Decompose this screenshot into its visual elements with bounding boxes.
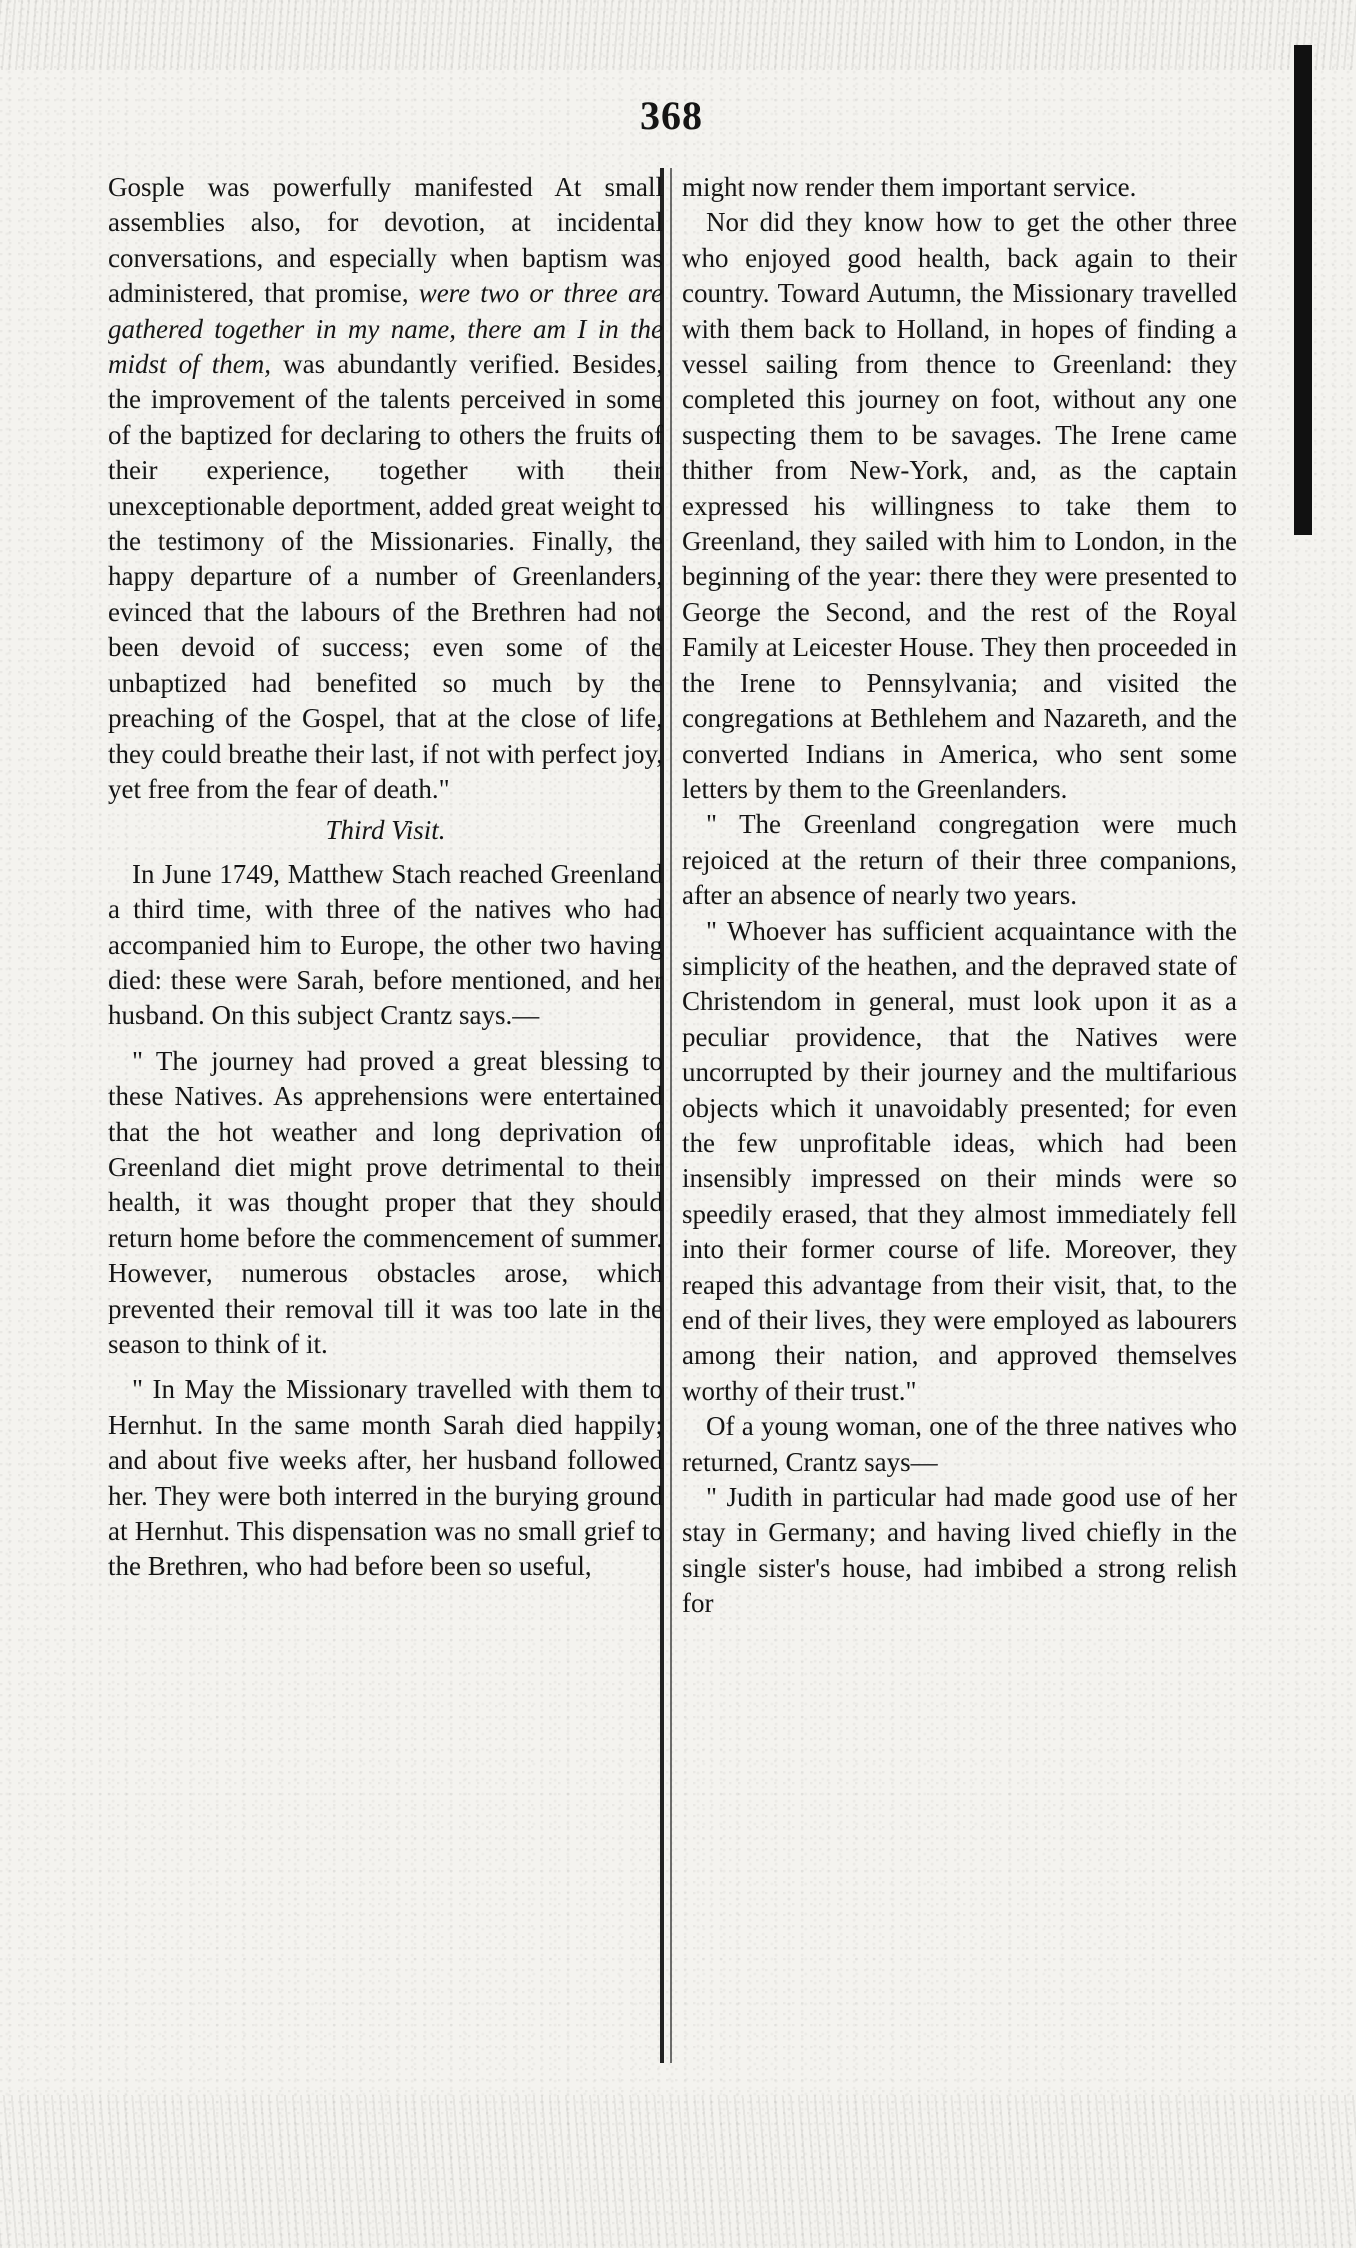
left-paragraph-1-text-b: was abundantly verified. Besides, the improvement of the talents perceived in some of the baptized for declaring to others the fruits of their experience, together with their unexceptionable deportment, added great weight to the testimony of the Missionaries. Finally, the happy departure of a number of Greenlanders, evinced that the labours of the Brethren had not been devoid of success; even some of the unbaptized had benefited so much by the preaching of the Gospel, that at the close of life, they could breathe their last, if not with perfect joy, yet free from the fear of death." (108, 349, 663, 804)
left-paragraph-3: " The journey had proved a great blessing to these Natives. As apprehensions were entertained that the hot weather and long deprivation of Greenland diet might prove detrimental to their health, it was thought proper that they should return home before the commencement of summer. However, numerous obstacles arose, which prevented their removal till it was too late in the season to think of it. (108, 1045, 663, 1359)
left-column (108, 170, 663, 1585)
scan-noise-top (0, 0, 1356, 70)
left-paragraph-4: " In May the Missionary travelled with them to Hernhut. In the same month Sarah died happily; and about five weeks after, her husband followed her. They were both interred in the burying ground at Hernhut. This dispensation was no small grief to the Brethren, who had before been so useful, (108, 1374, 663, 1582)
page-number: 368 (640, 93, 703, 138)
left-paragraph-1-text-a: Gosple was powerfully manifested At small assemblies also, for devotion, at incidental conversations, and especially when baptism was administered, that promise, (108, 172, 663, 309)
right-paragraph-2: Nor did they know how to get the other three who enjoyed good health, back again to their country. Toward Autumn, the Missionary travelled with them back to Holland, in hopes of finding a vessel sailing from thence to Greenland: they completed this journey on foot, without any one suspecting them to be savages. The Irene came thither from New-York, and, as the captain expressed his willingness to take them to Greenland, they sailed with him to London, in the beginning of the year: there they were presented to George the Second, and the rest of the Royal Family at Leicester House. They then proceeded in the Irene to Pennsylvania; and visited the congregations at Bethlehem and Nazareth, and the converted Indians in America, who sent some letters by them to the Greenlanders. (682, 207, 1237, 804)
left-paragraph-1-italic-quote: were two or three are gathered together in my name, there am I in the midst of them, (108, 278, 663, 380)
right-paragraph-4: " Whoever has sufficient acquaintance with the simplicity of the heathen, and the depraved state of Christendom in general, must look upon it as a peculiar providence, that the Natives were uncorrupted by their journey and the multifarious objects which it unavoidably presented; for even the few unprofitable ideas, which had been insensibly impressed on their minds were so speedily erased, that they almost immediately fell into their former course of life. Moreover, they reaped this advantage from their visit, that, to the end of their lives, they were employed as labourers among their nation, and approved themselves worthy of their trust." (682, 915, 1237, 1406)
scan-noise-bottom (0, 2095, 1356, 2248)
right-column (682, 170, 1237, 1622)
left-paragraph-1 (108, 170, 663, 807)
right-paragraph-6: " Judith in particular had made good use of her stay in Germany; and having lived chiefly in the single sister's house, had imbibed a strong relish for (682, 1482, 1237, 1619)
right-paragraph-5: Of a young woman, one of the three natives who returned, Crantz says— (682, 1411, 1237, 1477)
right-paragraph-3: " The Greenland congregation were much rejoiced at the return of their three companions, after an absence of nearly two years. (682, 809, 1237, 911)
column-divider-secondary (670, 168, 672, 2063)
right-paragraph-1: might now render them important service. (682, 172, 1137, 202)
section-heading: Third Visit. (325, 815, 446, 846)
left-paragraph-2: In June 1749, Matthew Stach reached Greenland a third time, with three of the natives who had accompanied him to Europe, the other two having died: these were Sarah, before mentioned, and her husband. On this subject Crantz says.— (108, 858, 663, 1031)
binding-edge-bar (1294, 45, 1312, 535)
